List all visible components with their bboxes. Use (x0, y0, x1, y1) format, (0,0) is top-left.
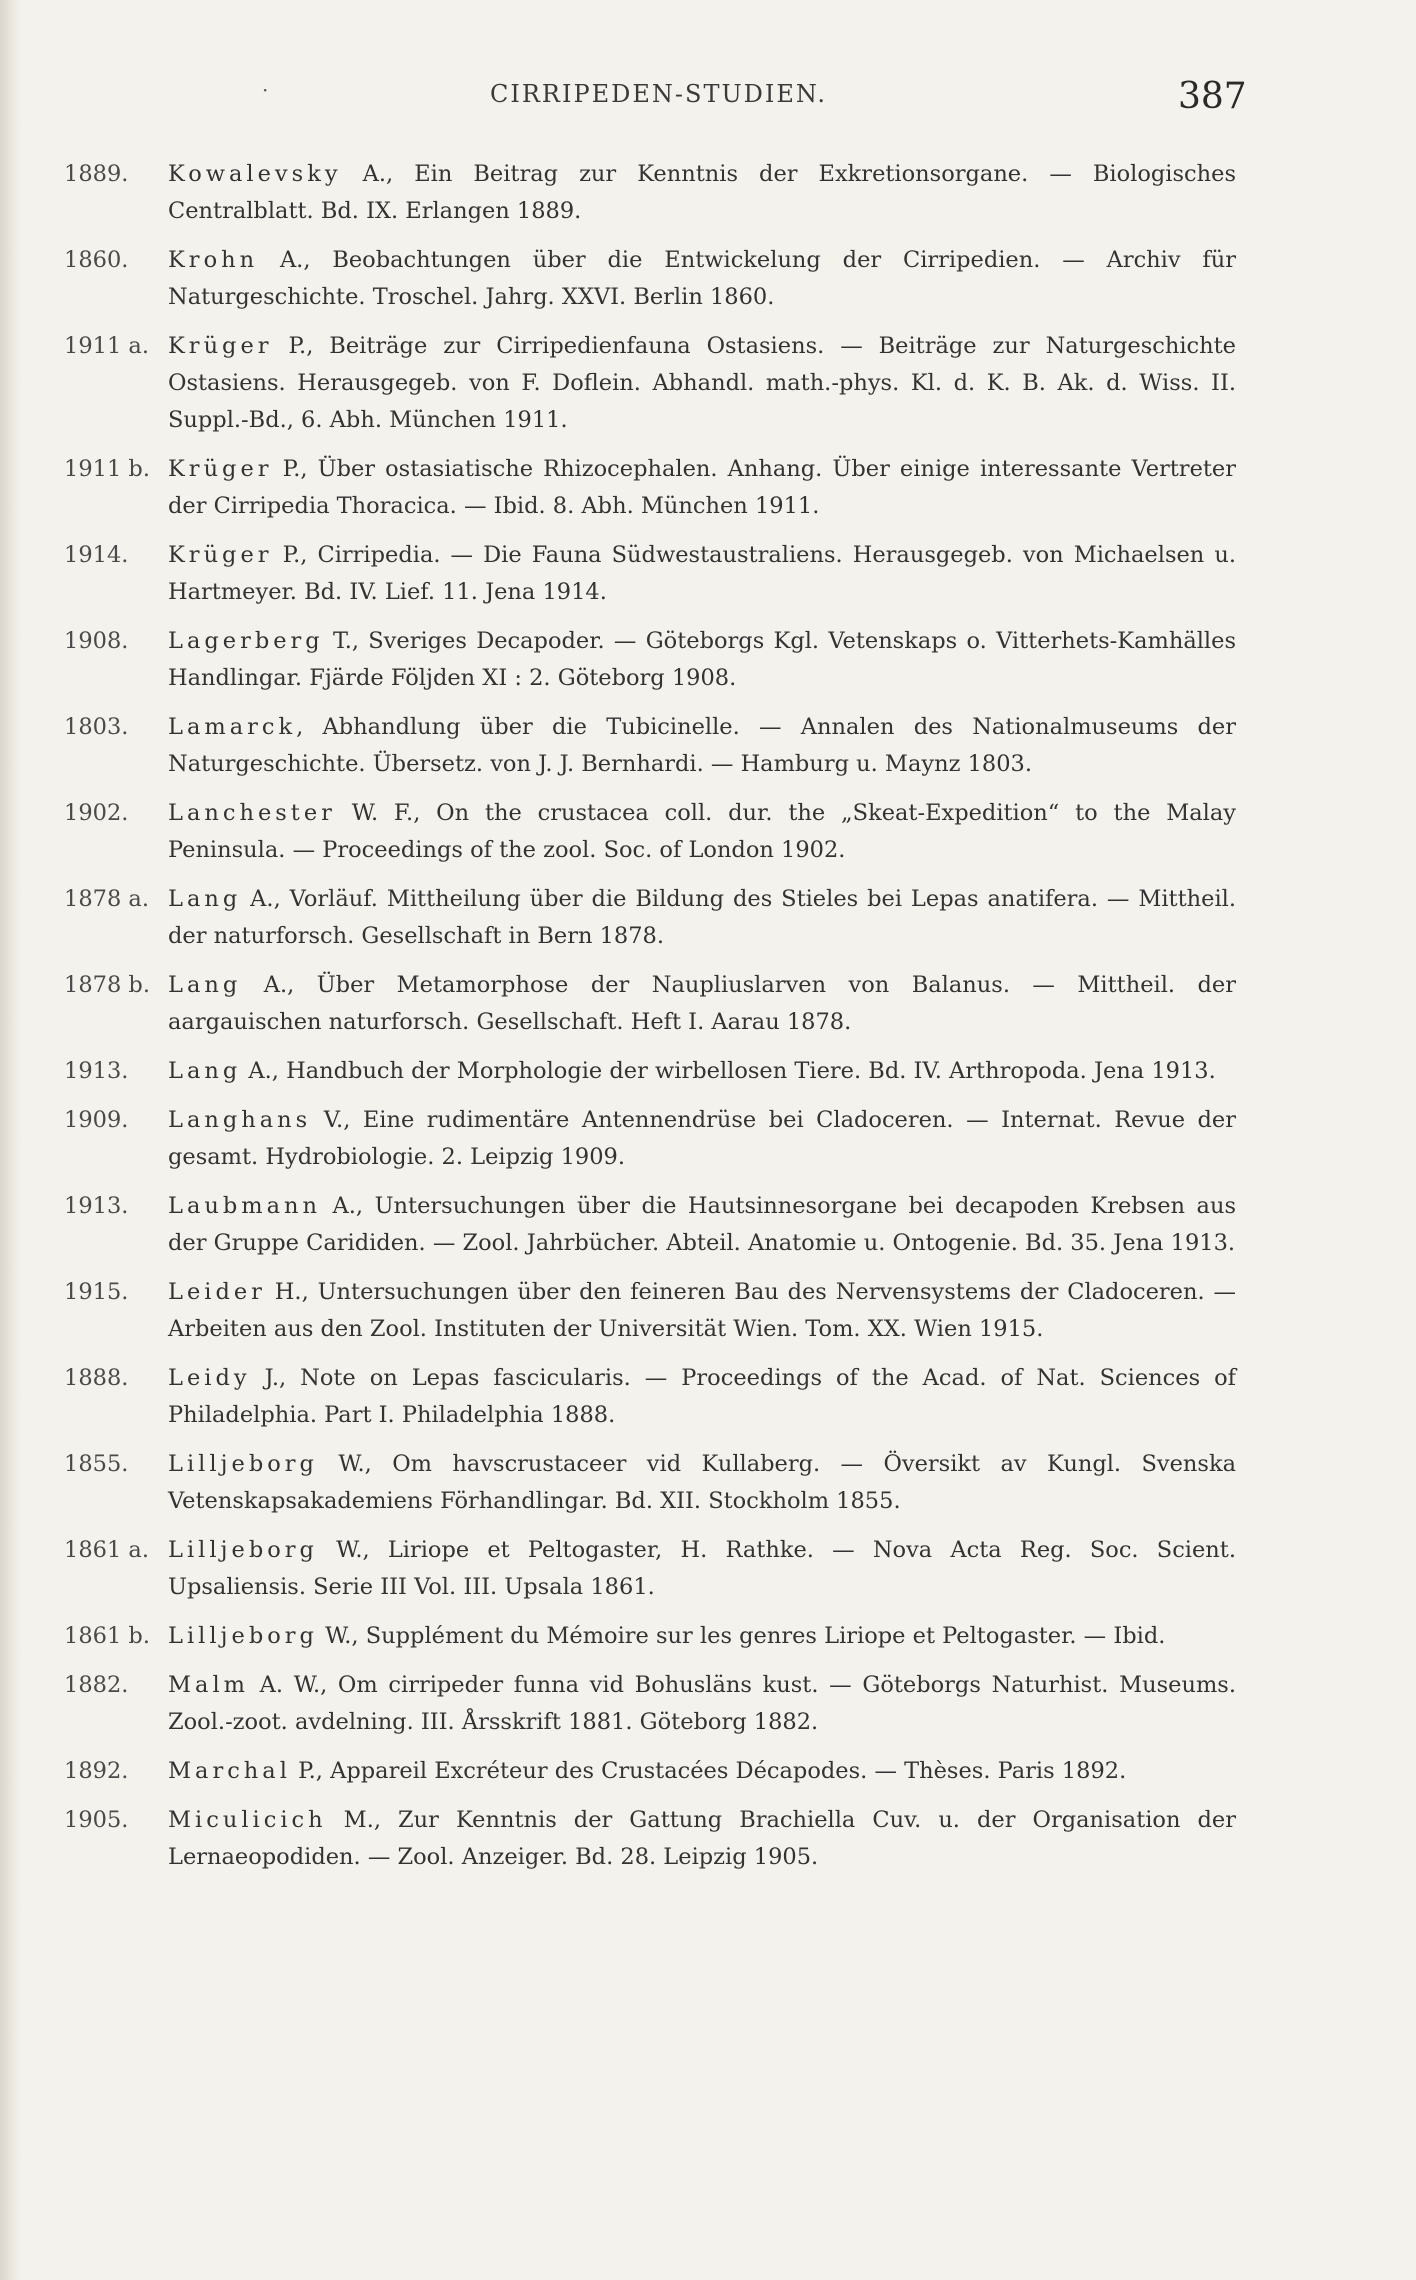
entry-author: Kowalevsky (168, 161, 342, 187)
bibliography-entry (64, 1188, 1236, 1262)
entry-body (168, 1753, 1236, 1790)
running-head-dot: · (262, 78, 269, 102)
entry-author: Krohn (168, 247, 259, 273)
entry-year: 1882. (64, 1672, 129, 1698)
entry-citation: M., Zur Kenntnis der Gattung Brachiella Cuv. u. der Organisation der Lernaeopodiden. — Zool. Anzeiger. Bd. 28. Leipzig 1905. (168, 1807, 1236, 1870)
entry-citation: A., Über Metamorphose der Naupliuslarven von Balanus. — Mittheil. der aargauischen naturforsch. Gesellschaft. Heft I. Aarau 1878. (168, 972, 1236, 1035)
entry-year: 1855. (64, 1451, 129, 1477)
page-number: 387 (1178, 76, 1247, 117)
entry-year: 1905. (64, 1807, 129, 1833)
bibliography-entry (64, 537, 1236, 611)
entry-year: 1911 a. (64, 333, 149, 359)
entry-citation: H., Untersuchungen über den feineren Bau des Nervensystems der Cladoceren. — Arbeiten aus den Zool. Instituten der Universität Wien. Tom. XX. Wien 1915. (168, 1279, 1236, 1342)
bibliography-entry (64, 709, 1236, 783)
entry-year: 1914. (64, 542, 129, 568)
entry-citation: P., Beiträge zur Cirripedienfauna Ostasiens. — Beiträge zur Naturgeschichte Ostasiens. Herausgegeb. von F. Doflein. Abhandl. math.-phys. Kl. d. K. B. Ak. d. Wiss. II. Suppl.-Bd., 6. Abh. München 1911. (168, 333, 1236, 433)
entry-citation: A., Untersuchungen über die Hautsinnesorgane bei decapoden Krebsen aus der Gruppe Carididen. — Zool. Jahrbücher. Abteil. Anatomie u. Ontogenie. Bd. 35. Jena 1913. (168, 1193, 1236, 1256)
bibliography-entry (64, 242, 1236, 316)
entry-body (168, 1102, 1236, 1176)
bibliography-entry (64, 156, 1236, 230)
bibliography-entry (64, 1753, 1236, 1790)
entry-year: 1902. (64, 800, 129, 826)
entry-author: Leidy (168, 1365, 251, 1391)
bibliography-entry (64, 795, 1236, 869)
entry-citation: W., Supplément du Mémoire sur les genres Liriope et Peltogaster. — Ibid. (317, 1623, 1166, 1649)
entry-body (168, 1274, 1236, 1348)
entry-author: Lang (168, 972, 242, 998)
entry-citation: P., Über ostasiatische Rhizocephalen. Anhang. Über einige interessante Vertreter der Cirripedia Thoracica. — Ibid. 8. Abh. München 1911. (168, 456, 1236, 519)
bibliography-entry (64, 1618, 1236, 1655)
entry-author: Langhans (168, 1107, 312, 1133)
entry-year: 1892. (64, 1758, 129, 1784)
bibliography-entry (64, 623, 1236, 697)
entry-citation: J., Note on Lepas fascicularis. — Proceedings of the Acad. of Nat. Sciences of Philadelphia. Part I. Philadelphia 1888. (168, 1365, 1236, 1428)
entry-citation: P., Appareil Excréteur des Crustacées Décapodes. — Thèses. Paris 1892. (290, 1758, 1127, 1784)
entry-author: Lang (168, 886, 242, 912)
entry-year: 1861 a. (64, 1537, 149, 1563)
entry-year: 1908. (64, 628, 129, 654)
entry-author: Lilljeborg (168, 1537, 318, 1563)
entry-year: 1889. (64, 161, 129, 187)
entry-body (168, 156, 1236, 230)
entry-citation: A., Vorläuf. Mittheilung über die Bildung des Stieles bei Lepas anatifera. — Mittheil. der naturforsch. Gesellschaft in Bern 1878. (168, 886, 1236, 949)
entry-citation: A., Beobachtungen über die Entwickelung der Cirripedien. — Archiv für Naturgeschichte. Troschel. Jahrg. XXVI. Berlin 1860. (168, 247, 1236, 310)
entry-body (168, 623, 1236, 697)
entry-body (168, 1446, 1236, 1520)
entry-year: 1913. (64, 1058, 129, 1084)
entry-year: 1878 b. (64, 972, 150, 998)
entry-citation: W. F., On the crustacea coll. dur. the „Skeat-Expedition“ to the Malay Peninsula. — Proceedings of the zool. Soc. of London 1902. (168, 800, 1236, 863)
bibliography-entry (64, 1446, 1236, 1520)
bibliography-entry (64, 1102, 1236, 1176)
bibliography-entry (64, 881, 1236, 955)
entry-body (168, 795, 1236, 869)
entry-citation: W., Liriope et Peltogaster, H. Rathke. — Nova Acta Reg. Soc. Scient. Upsaliensis. Serie III Vol. III. Upsala 1861. (168, 1537, 1236, 1600)
entry-author: Lagerberg (168, 628, 324, 654)
bibliography-entry (64, 1360, 1236, 1434)
entry-body (168, 709, 1236, 783)
bibliography-entry (64, 328, 1236, 439)
bibliography-entry (64, 1274, 1236, 1348)
entry-author: Marchal (168, 1758, 291, 1784)
entry-body (168, 967, 1236, 1041)
entry-body (168, 1802, 1236, 1876)
bibliography-entry (64, 967, 1236, 1041)
entry-year: 1911 b. (64, 456, 150, 482)
entry-author: Krüger (168, 542, 273, 568)
entry-body (168, 1667, 1236, 1741)
entry-author: Laubmann (168, 1193, 321, 1219)
entry-author: Krüger (168, 456, 273, 482)
entry-body (168, 881, 1236, 955)
bibliography-list (64, 156, 1236, 1888)
entry-citation: V., Eine rudimentäre Antennendrüse bei Cladoceren. — Internat. Revue der gesamt. Hydrobiologie. 2. Leipzig 1909. (168, 1107, 1236, 1170)
entry-citation: P., Cirripedia. — Die Fauna Südwestaustraliens. Herausgegeb. von Michaelsen u. Hartmeyer. Bd. IV. Lief. 11. Jena 1914. (168, 542, 1236, 605)
entry-citation: A., Ein Beitrag zur Kenntnis der Exkretionsorgane. — Biologisches Centralblatt. Bd. IX. Erlangen 1889. (168, 161, 1236, 224)
entry-author: Miculicich (168, 1807, 327, 1833)
entry-year: 1861 b. (64, 1623, 150, 1649)
running-head-title: CIRRIPEDEN-STUDIEN. (490, 80, 828, 108)
entry-author: Lang (168, 1058, 242, 1084)
entry-author: Krüger (168, 333, 273, 359)
entry-body (168, 1532, 1236, 1606)
entry-body (168, 1618, 1236, 1655)
entry-body (168, 451, 1236, 525)
entry-author: Lamarck (168, 714, 297, 740)
entry-author: Lilljeborg (168, 1623, 318, 1649)
entry-year: 1915. (64, 1279, 129, 1305)
entry-citation: , Abhandlung über die Tubicinelle. — Annalen des Nationalmuseums der Naturgeschichte. Übersetz. von J. J. Bernhardi. — Hamburg u. Maynz 1803. (168, 714, 1236, 777)
entry-year: 1860. (64, 247, 129, 273)
entry-author: Leider (168, 1279, 266, 1305)
running-head (0, 76, 1416, 116)
entry-year: 1909. (64, 1107, 129, 1133)
entry-year: 1913. (64, 1193, 129, 1219)
entry-citation: T., Sveriges Decapoder. — Göteborgs Kgl. Vetenskaps o. Vitterhets-Kamhälles Handlingar. Fjärde Följden XI : 2. Göteborg 1908. (168, 628, 1236, 691)
entry-body (168, 1053, 1236, 1090)
entry-year: 1803. (64, 714, 129, 740)
entry-author: Lanchester (168, 800, 336, 826)
entry-body (168, 1188, 1236, 1262)
bibliography-entry (64, 451, 1236, 525)
entry-body (168, 242, 1236, 316)
entry-year: 1888. (64, 1365, 129, 1391)
entry-author: Lilljeborg (168, 1451, 318, 1477)
page-binding-edge (0, 0, 22, 2280)
bibliography-entry (64, 1532, 1236, 1606)
entry-citation: A. W., Om cirripeder funna vid Bohusläns kust. — Göteborgs Naturhist. Museums. Zool.-zoot. avdelning. III. Årsskrift 1881. Göteborg 1882. (168, 1672, 1236, 1735)
entry-year: 1878 a. (64, 886, 149, 912)
entry-citation: A., Handbuch der Morphologie der wirbellosen Tiere. Bd. IV. Arthropoda. Jena 1913. (241, 1058, 1216, 1084)
bibliography-entry (64, 1053, 1236, 1090)
entry-author: Malm (168, 1672, 249, 1698)
entry-body (168, 328, 1236, 439)
bibliography-entry (64, 1802, 1236, 1876)
entry-body (168, 537, 1236, 611)
entry-citation: W., Om havscrustaceer vid Kullaberg. — Översikt av Kungl. Svenska Vetenskapsakademiens Förhandlingar. Bd. XII. Stockholm 1855. (168, 1451, 1236, 1514)
bibliography-entry (64, 1667, 1236, 1741)
entry-body (168, 1360, 1236, 1434)
